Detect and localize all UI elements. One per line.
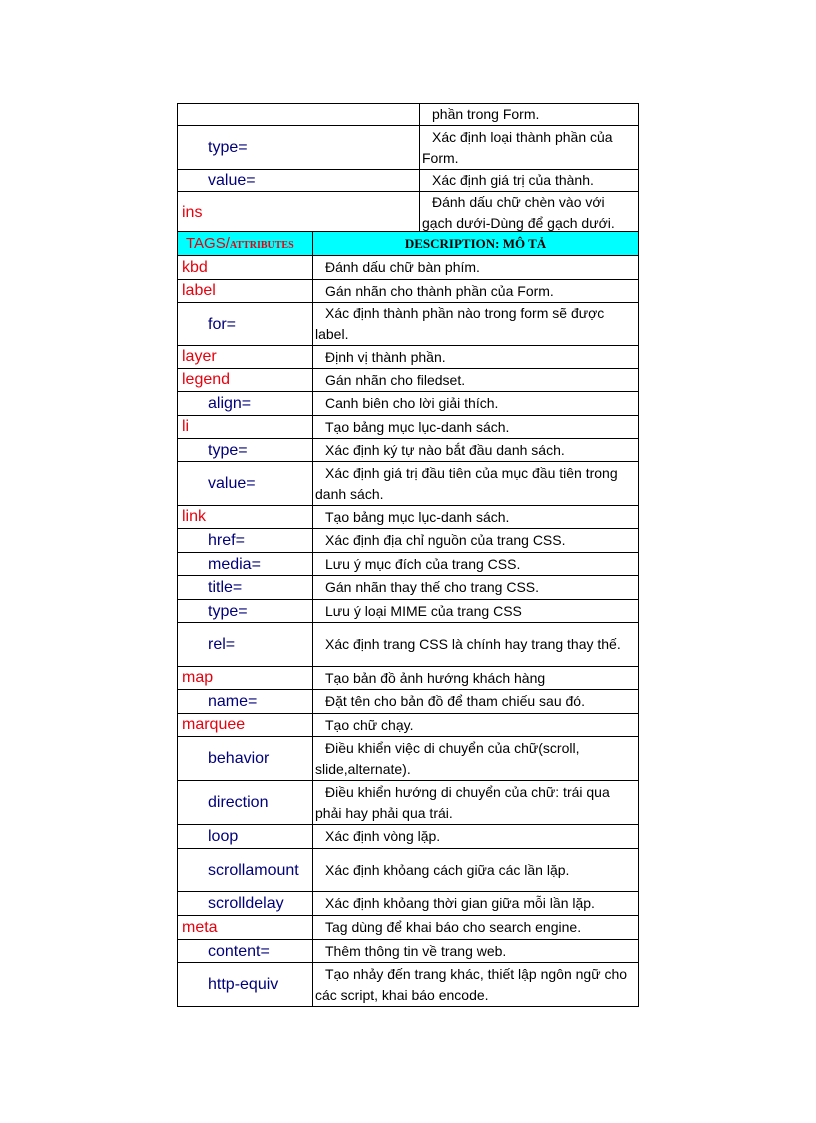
attribute-name: type= [178, 439, 313, 462]
description: Lưu ý mục đích của trang CSS. [313, 553, 639, 576]
description: Tạo bảng mục lục-danh sách. [313, 416, 639, 439]
description: Xác định khỏang cách giữa các lần lặp. [313, 849, 639, 892]
attributes-label: ATTRIBUTES [229, 240, 294, 251]
table-row [178, 369, 639, 392]
attribute-name: title= [178, 576, 313, 600]
attribute-name: value= [178, 170, 420, 192]
table-row [178, 303, 639, 346]
table-row [178, 916, 639, 940]
table-row [178, 576, 639, 600]
table-row [178, 256, 639, 280]
table-row [178, 892, 639, 916]
attribute-name: behavior [178, 737, 313, 781]
description: Lưu ý loại MIME của trang CSS [313, 600, 639, 623]
description: Xác định giá trị đầu tiên của mục đầu tiên trong danh sách. [313, 462, 639, 506]
table-row [178, 623, 639, 667]
description: Xác định vòng lặp. [313, 825, 639, 849]
tag-name: layer [178, 346, 313, 369]
tags-label: TAGS/ [186, 235, 230, 252]
description: Xác định trang CSS là chính hay trang thay thế. [313, 623, 639, 667]
tag-name: kbd [178, 256, 313, 280]
description: Điều khiển hướng di chuyển của chữ: trái qua phải hay phải qua trái. [313, 781, 639, 825]
table-row [178, 940, 639, 963]
continued-tag-table [177, 103, 639, 235]
description: Tạo bảng mục lục-danh sách. [313, 506, 639, 529]
attribute-name: scrolldelay [178, 892, 313, 916]
table-row [178, 416, 639, 439]
attribute-name: type= [178, 600, 313, 623]
description: Tạo bản đồ ảnh hướng khách hàng [313, 667, 639, 690]
table-row [178, 825, 639, 849]
table-row [178, 690, 639, 714]
table-row [178, 462, 639, 506]
table-row [178, 392, 639, 416]
tag-name: li [178, 416, 313, 439]
description: Định vị thành phần. [313, 346, 639, 369]
description: Gán nhãn cho filedset. [313, 369, 639, 392]
table-row [178, 667, 639, 690]
attribute-name: type= [178, 126, 420, 170]
table-row [178, 737, 639, 781]
tag-name: legend [178, 369, 313, 392]
attribute-name: value= [178, 462, 313, 506]
table-row [178, 963, 639, 1007]
attribute-name: name= [178, 690, 313, 714]
attribute-name: scrollamount [178, 849, 313, 892]
description: Xác định khỏang thời gian giữa mỗi lần lặp. [313, 892, 639, 916]
description: Xác định loại thành phần của Form. [420, 126, 639, 170]
description: Tag dùng để khai báo cho search engine. [313, 916, 639, 940]
description: Gán nhãn thay thế cho trang CSS. [313, 576, 639, 600]
description: Xác định thành phần nào trong form sẽ được label. [313, 303, 639, 346]
tag-name: label [178, 280, 313, 303]
table-row [178, 714, 639, 737]
attribute-name [178, 104, 420, 126]
attribute-name: href= [178, 529, 313, 553]
table-row [178, 553, 639, 576]
description: Xác định ký tự nào bắt đầu danh sách. [313, 439, 639, 462]
table-row [178, 126, 639, 170]
description: phần trong Form. [420, 104, 639, 126]
attribute-name: media= [178, 553, 313, 576]
table-row [178, 346, 639, 369]
description: Đánh dấu chữ chèn vào với gạch dưới-Dùng để gạch dưới. [420, 192, 639, 235]
attribute-name: direction [178, 781, 313, 825]
attribute-name: loop [178, 825, 313, 849]
description: Thêm thông tin về trang web. [313, 940, 639, 963]
attribute-name: rel= [178, 623, 313, 667]
attribute-name: align= [178, 392, 313, 416]
description: Gán nhãn cho thành phần của Form. [313, 280, 639, 303]
table-row [178, 849, 639, 892]
table-row [178, 600, 639, 623]
table-row [178, 781, 639, 825]
table-row [178, 192, 639, 235]
attribute-name: for= [178, 303, 313, 346]
tag-name: meta [178, 916, 313, 940]
table-row [178, 529, 639, 553]
table-row [178, 170, 639, 192]
tags-header [178, 232, 313, 256]
description: Canh biên cho lời giải thích. [313, 392, 639, 416]
attribute-name: http-equiv [178, 963, 313, 1007]
description: Điều khiển việc di chuyển của chữ(scroll, slide,alternate). [313, 737, 639, 781]
description: Đánh dấu chữ bàn phím. [313, 256, 639, 280]
tag-reference-table [177, 231, 639, 1007]
description-header: DESCRIPTION: MÔ TẢ [313, 232, 639, 256]
tag-name: link [178, 506, 313, 529]
table-row [178, 506, 639, 529]
tag-name: marquee [178, 714, 313, 737]
attribute-name: content= [178, 940, 313, 963]
description: Xác định giá trị của thành. [420, 170, 639, 192]
description: Xác định địa chỉ nguồn của trang CSS. [313, 529, 639, 553]
table-row [178, 439, 639, 462]
table-row [178, 104, 639, 126]
table-row [178, 280, 639, 303]
description: Tạo nhảy đến trang khác, thiết lập ngôn ngữ cho các script, khai báo encode. [313, 963, 639, 1007]
tag-name: ins [178, 192, 420, 235]
description: Đặt tên cho bản đồ để tham chiếu sau đó. [313, 690, 639, 714]
tag-name: map [178, 667, 313, 690]
table-header-row [178, 232, 639, 256]
description: Tạo chữ chạy. [313, 714, 639, 737]
